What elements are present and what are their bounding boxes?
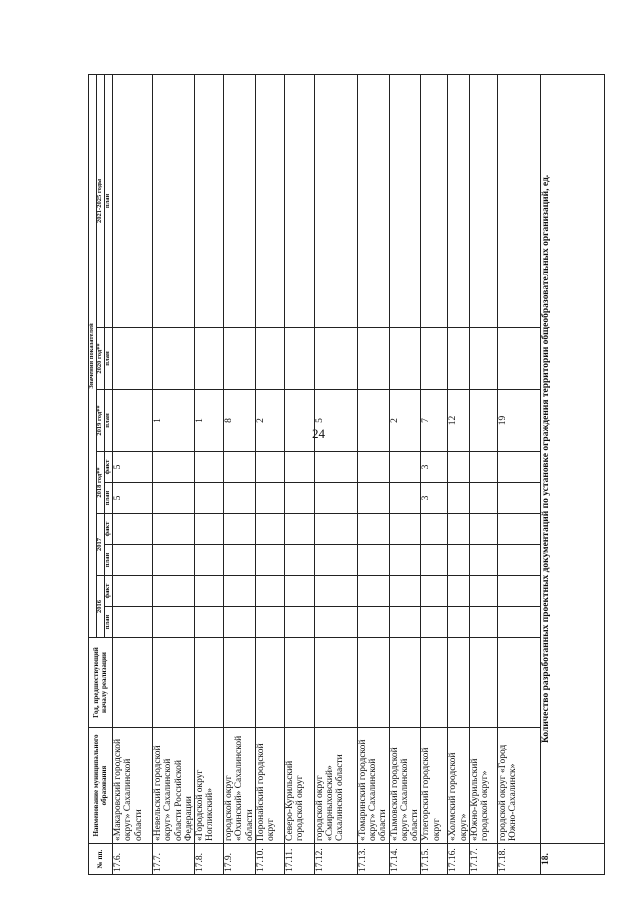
header-fact: факт — [105, 514, 113, 545]
plan-2018 — [389, 483, 421, 514]
header-2019: 2019 год** — [97, 390, 105, 452]
table-row — [113, 74, 153, 874]
plan-2018 — [448, 483, 470, 514]
municipality-name: «Южно-Курильский городской округ» — [469, 728, 497, 844]
fact-2018 — [314, 452, 357, 483]
municipality-name: Поронайский городской округ — [255, 728, 284, 844]
plan-2018 — [314, 483, 357, 514]
municipality-name: «Тымовский городской округ» Сахалинской области — [389, 728, 421, 844]
municipality-name: Углегорский городской округ — [421, 728, 448, 844]
table-row — [448, 74, 470, 874]
row-number: 17.14. — [389, 844, 421, 875]
row-number: 18. — [540, 844, 604, 875]
municipality-name: «Томаринский городской округ» Сахалинской области — [357, 728, 389, 844]
header-plan: план — [105, 74, 113, 327]
plan-2018 — [224, 483, 256, 514]
page-number: 24 — [312, 426, 325, 441]
fact-2018 — [469, 452, 497, 483]
plan-2019: 1 — [153, 390, 195, 452]
table-row — [224, 74, 256, 874]
row-number: 17.10. — [255, 844, 284, 875]
header-2018: 2018 год** — [97, 452, 105, 514]
table-header — [89, 74, 113, 874]
header-2016: 2016 — [97, 576, 105, 638]
row-number: 17.9. — [224, 844, 256, 875]
header-plan: план — [105, 328, 113, 390]
fact-2018 — [448, 452, 470, 483]
fact-2018 — [153, 452, 195, 483]
plan-2019: 1 — [195, 390, 224, 452]
plan-2018 — [195, 483, 224, 514]
row-number: 17.12. — [314, 844, 357, 875]
row-number: 17.11. — [284, 844, 314, 875]
plan-2019 — [357, 390, 389, 452]
header-values: Значения показателей — [89, 74, 97, 637]
table-row — [421, 74, 448, 874]
fact-2018 — [284, 452, 314, 483]
fact-2018 — [357, 452, 389, 483]
plan-2019: 8 — [224, 390, 256, 452]
plan-2018 — [357, 483, 389, 514]
table-row — [497, 74, 540, 874]
plan-2018 — [153, 483, 195, 514]
fact-2018 — [224, 452, 256, 483]
row-number: 17.8. — [195, 844, 224, 875]
header-plan: план — [105, 607, 113, 638]
plan-2019: 19 — [497, 390, 540, 452]
plan-2018 — [255, 483, 284, 514]
fact-2018 — [389, 452, 421, 483]
plan-2019: 12 — [448, 390, 470, 452]
fact-2018 — [497, 452, 540, 483]
municipality-name: Северо-Курильский городской округ — [284, 728, 314, 844]
header-name: Наименование муниципального образования — [89, 728, 113, 844]
table-row — [469, 74, 497, 874]
municipality-name: «Невельский городской округ» Сахалинской области Российской Федерации — [153, 728, 195, 844]
municipality-name: городской округ «Смирныховский» Сахалинской области — [314, 728, 357, 844]
row-number: 17.7. — [153, 844, 195, 875]
plan-2019: 2 — [255, 390, 284, 452]
plan-2018: 5 — [113, 483, 153, 514]
table-row — [153, 74, 195, 874]
header-plan: план — [105, 483, 113, 514]
row-number: 17.17. — [469, 844, 497, 875]
fact-2018: 5 — [113, 452, 153, 483]
table-row — [357, 74, 389, 874]
plan-2019 — [284, 390, 314, 452]
row-number: 17.16. — [448, 844, 470, 875]
header-year: Год, предшествующий началу реализации — [89, 638, 113, 728]
table-row — [255, 74, 284, 874]
plan-2019 — [113, 390, 153, 452]
fact-2018: 3 — [421, 452, 448, 483]
municipality-name: «Макаровский городской округ» Сахалинской области — [113, 728, 153, 844]
row-number: 17.15. — [421, 844, 448, 875]
table-row — [314, 74, 357, 874]
table-row — [284, 74, 314, 874]
table-row — [195, 74, 224, 874]
header-fact: факт — [105, 576, 113, 607]
header-2017: 2017 — [97, 514, 105, 576]
plan-2019: 7 — [421, 390, 448, 452]
indicator-title: Количество разработанных проектных документаций по установке ограждения территории общеобразовательных организаций, ед. — [540, 74, 604, 843]
plan-2019 — [469, 390, 497, 452]
row-number: 17.6. — [113, 844, 153, 875]
plan-2019: 2 — [389, 390, 421, 452]
plan-2018: 3 — [421, 483, 448, 514]
municipality-name: городской округ «Охинский» Сахалинской области — [224, 728, 256, 844]
header-fact: факт — [105, 452, 113, 483]
header-plan: план — [105, 545, 113, 576]
municipality-name: «Городской округ Ногликский» — [195, 728, 224, 844]
header-plan: план — [105, 390, 113, 452]
municipality-name: «Холмский городской округ» — [448, 728, 470, 844]
row-number: 17.18. — [497, 844, 540, 875]
plan-2019: 5 — [314, 390, 357, 452]
table-row-final — [540, 74, 604, 874]
table-row — [389, 74, 421, 874]
fact-2018 — [255, 452, 284, 483]
plan-2018 — [497, 483, 540, 514]
plan-2018 — [469, 483, 497, 514]
plan-2018 — [284, 483, 314, 514]
row-number: 17.13. — [357, 844, 389, 875]
fact-2018 — [195, 452, 224, 483]
municipality-name: городской округ «Город Южно-Сахалинск» — [497, 728, 540, 844]
indicator-table — [88, 74, 605, 875]
header-2020: 2020 год** — [97, 328, 105, 390]
header-num: № пп. — [89, 844, 113, 875]
rotated-page-content — [88, 75, 551, 875]
header-2021-2025: 2021-2025 годы — [97, 74, 105, 327]
